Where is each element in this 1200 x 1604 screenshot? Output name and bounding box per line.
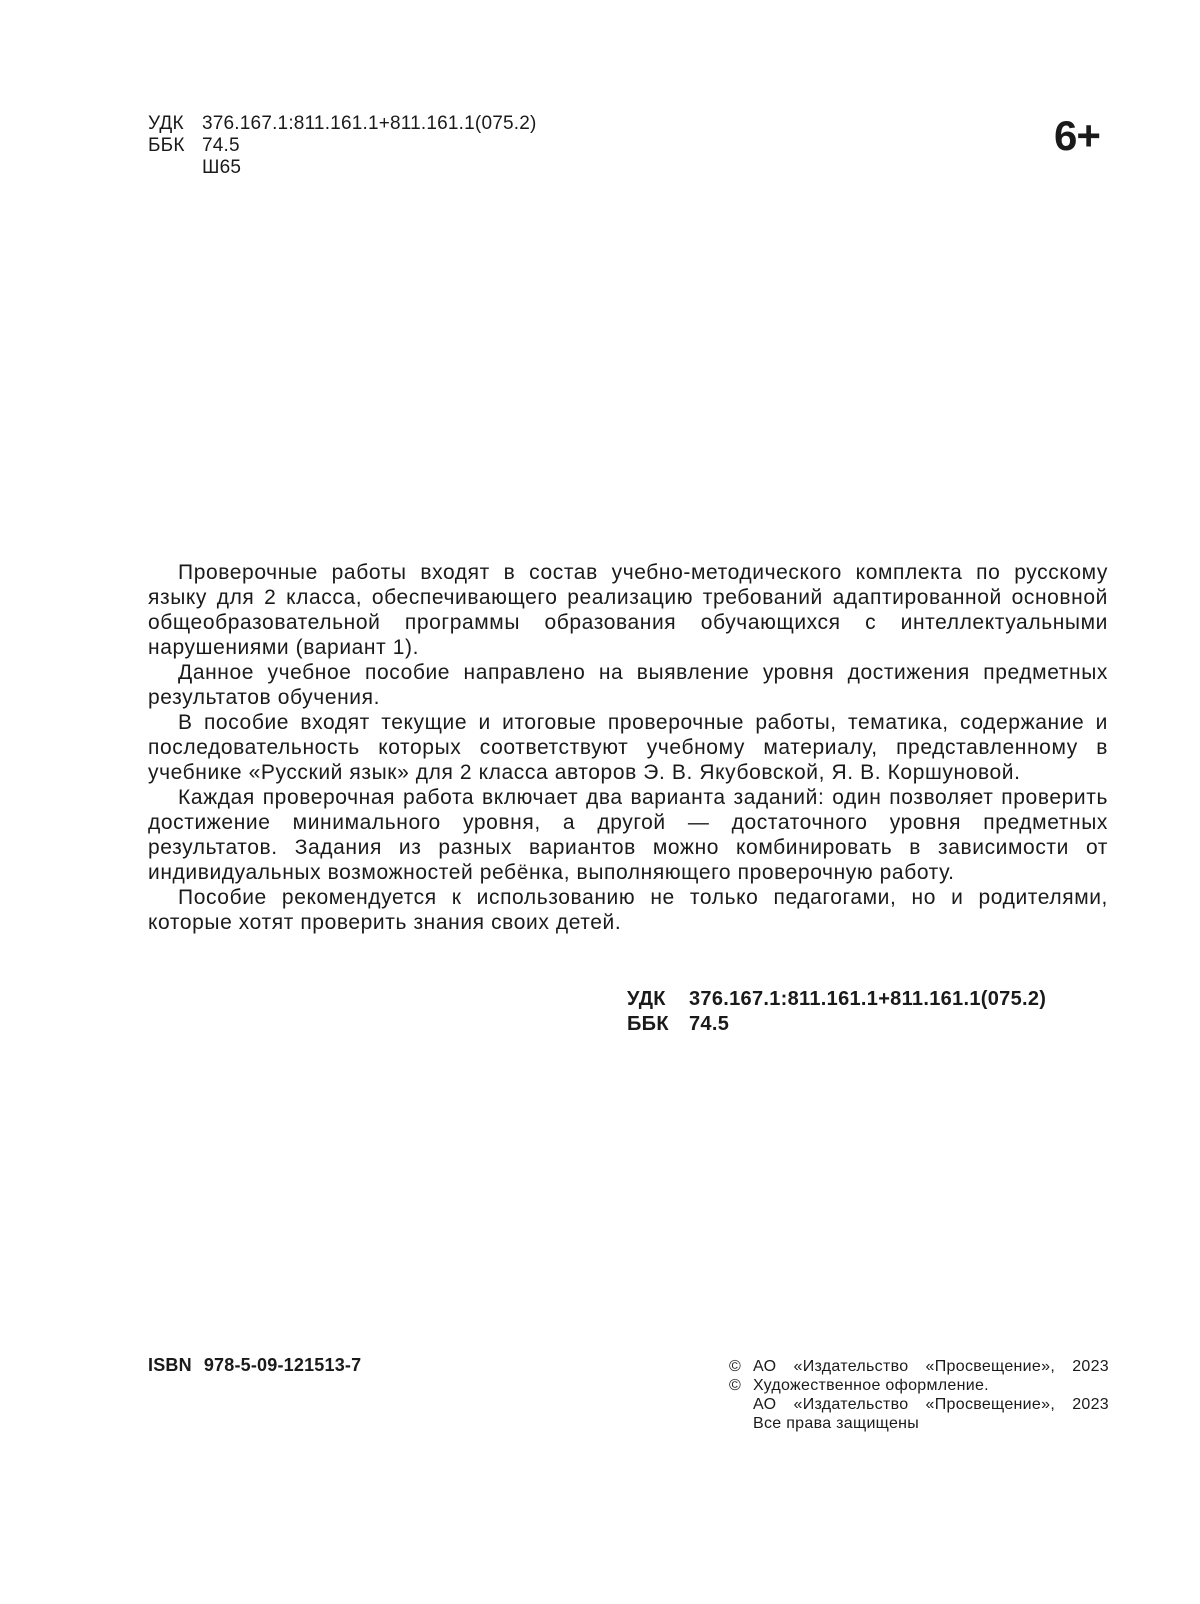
udk-row [148,113,537,135]
copyright-line [729,1376,1109,1395]
rights-reserved: Все права защищены [753,1415,920,1432]
copyright-publisher: АО «Издательство «Просвещение», 2023 [753,1358,1109,1375]
copyright-icon: © [729,1358,742,1375]
isbn [148,1354,361,1376]
copyright-line [729,1395,1109,1414]
bbk-row [148,135,537,157]
udk-value: 376.167.1:811.161.1+811.161.1(075.2) [202,113,537,134]
annotation-paragraph: Пособие рекомендуется к использованию не только педагогами, но и родителями, которые хотят проверить знания своих детей. [148,886,1108,934]
bbk-value: 74.5 [689,1013,730,1035]
isbn-label: ISBN [148,1355,192,1375]
bbk-value: 74.5 [202,135,240,156]
author-mark: Ш65 [202,157,242,178]
copyright-block [729,1357,1109,1433]
copyright-line [729,1414,1109,1433]
isbn-number: 978-5-09-121513-7 [203,1355,362,1375]
bbk-row [627,1012,1108,1037]
udk-label: УДК [627,988,666,1010]
annotation-paragraph: В пособие входят текущие и итоговые проверочные работы, тематика, содержание и последовательность которых соответствуют учебному материалу, представленному в учебнике «Русский язык» для 2 класса авторов Э. В. Якубовской, Я. В. Коршуновой. [148,711,1108,784]
age-rating: 6+ [1054,112,1100,159]
udk-label: УДК [148,113,184,134]
classification-codes-top [148,113,537,179]
classification-codes-bottom [627,987,1108,1037]
copyright-design-publisher: АО «Издательство «Просвещение», 2023 [753,1396,1109,1413]
annotation [148,560,1108,935]
bbk-label: ББК [627,1013,669,1035]
bbk-label: ББК [148,135,185,156]
copyright-design: Художественное оформление. [753,1377,989,1394]
annotation-paragraph: Данное учебное пособие направлено на выявление уровня достижения предметных результатов обучения. [148,661,1108,709]
copyright-line [729,1357,1109,1376]
udk-row [627,987,1108,1012]
annotation-paragraph: Каждая проверочная работа включает два варианта заданий: один позволяет проверить достижение минимального уровня, а другой — достаточного уровня предметных результатов. Задания из разных вариантов можно комбинировать в зависимости от индивидуальных возможностей ребёнка, выполняющего проверочную работу. [148,786,1108,884]
copyright-icon: © [729,1377,742,1394]
annotation-paragraph: Проверочные работы входят в состав учебно-методического комплекта по русскому языку для 2 класса, обеспечивающего реализацию требований адаптированной основной общеобразовательной программы образования обучающихся с интеллектуальными нарушениями (вариант 1). [148,561,1108,659]
udk-value: 376.167.1:811.161.1+811.161.1(075.2) [689,988,1047,1010]
